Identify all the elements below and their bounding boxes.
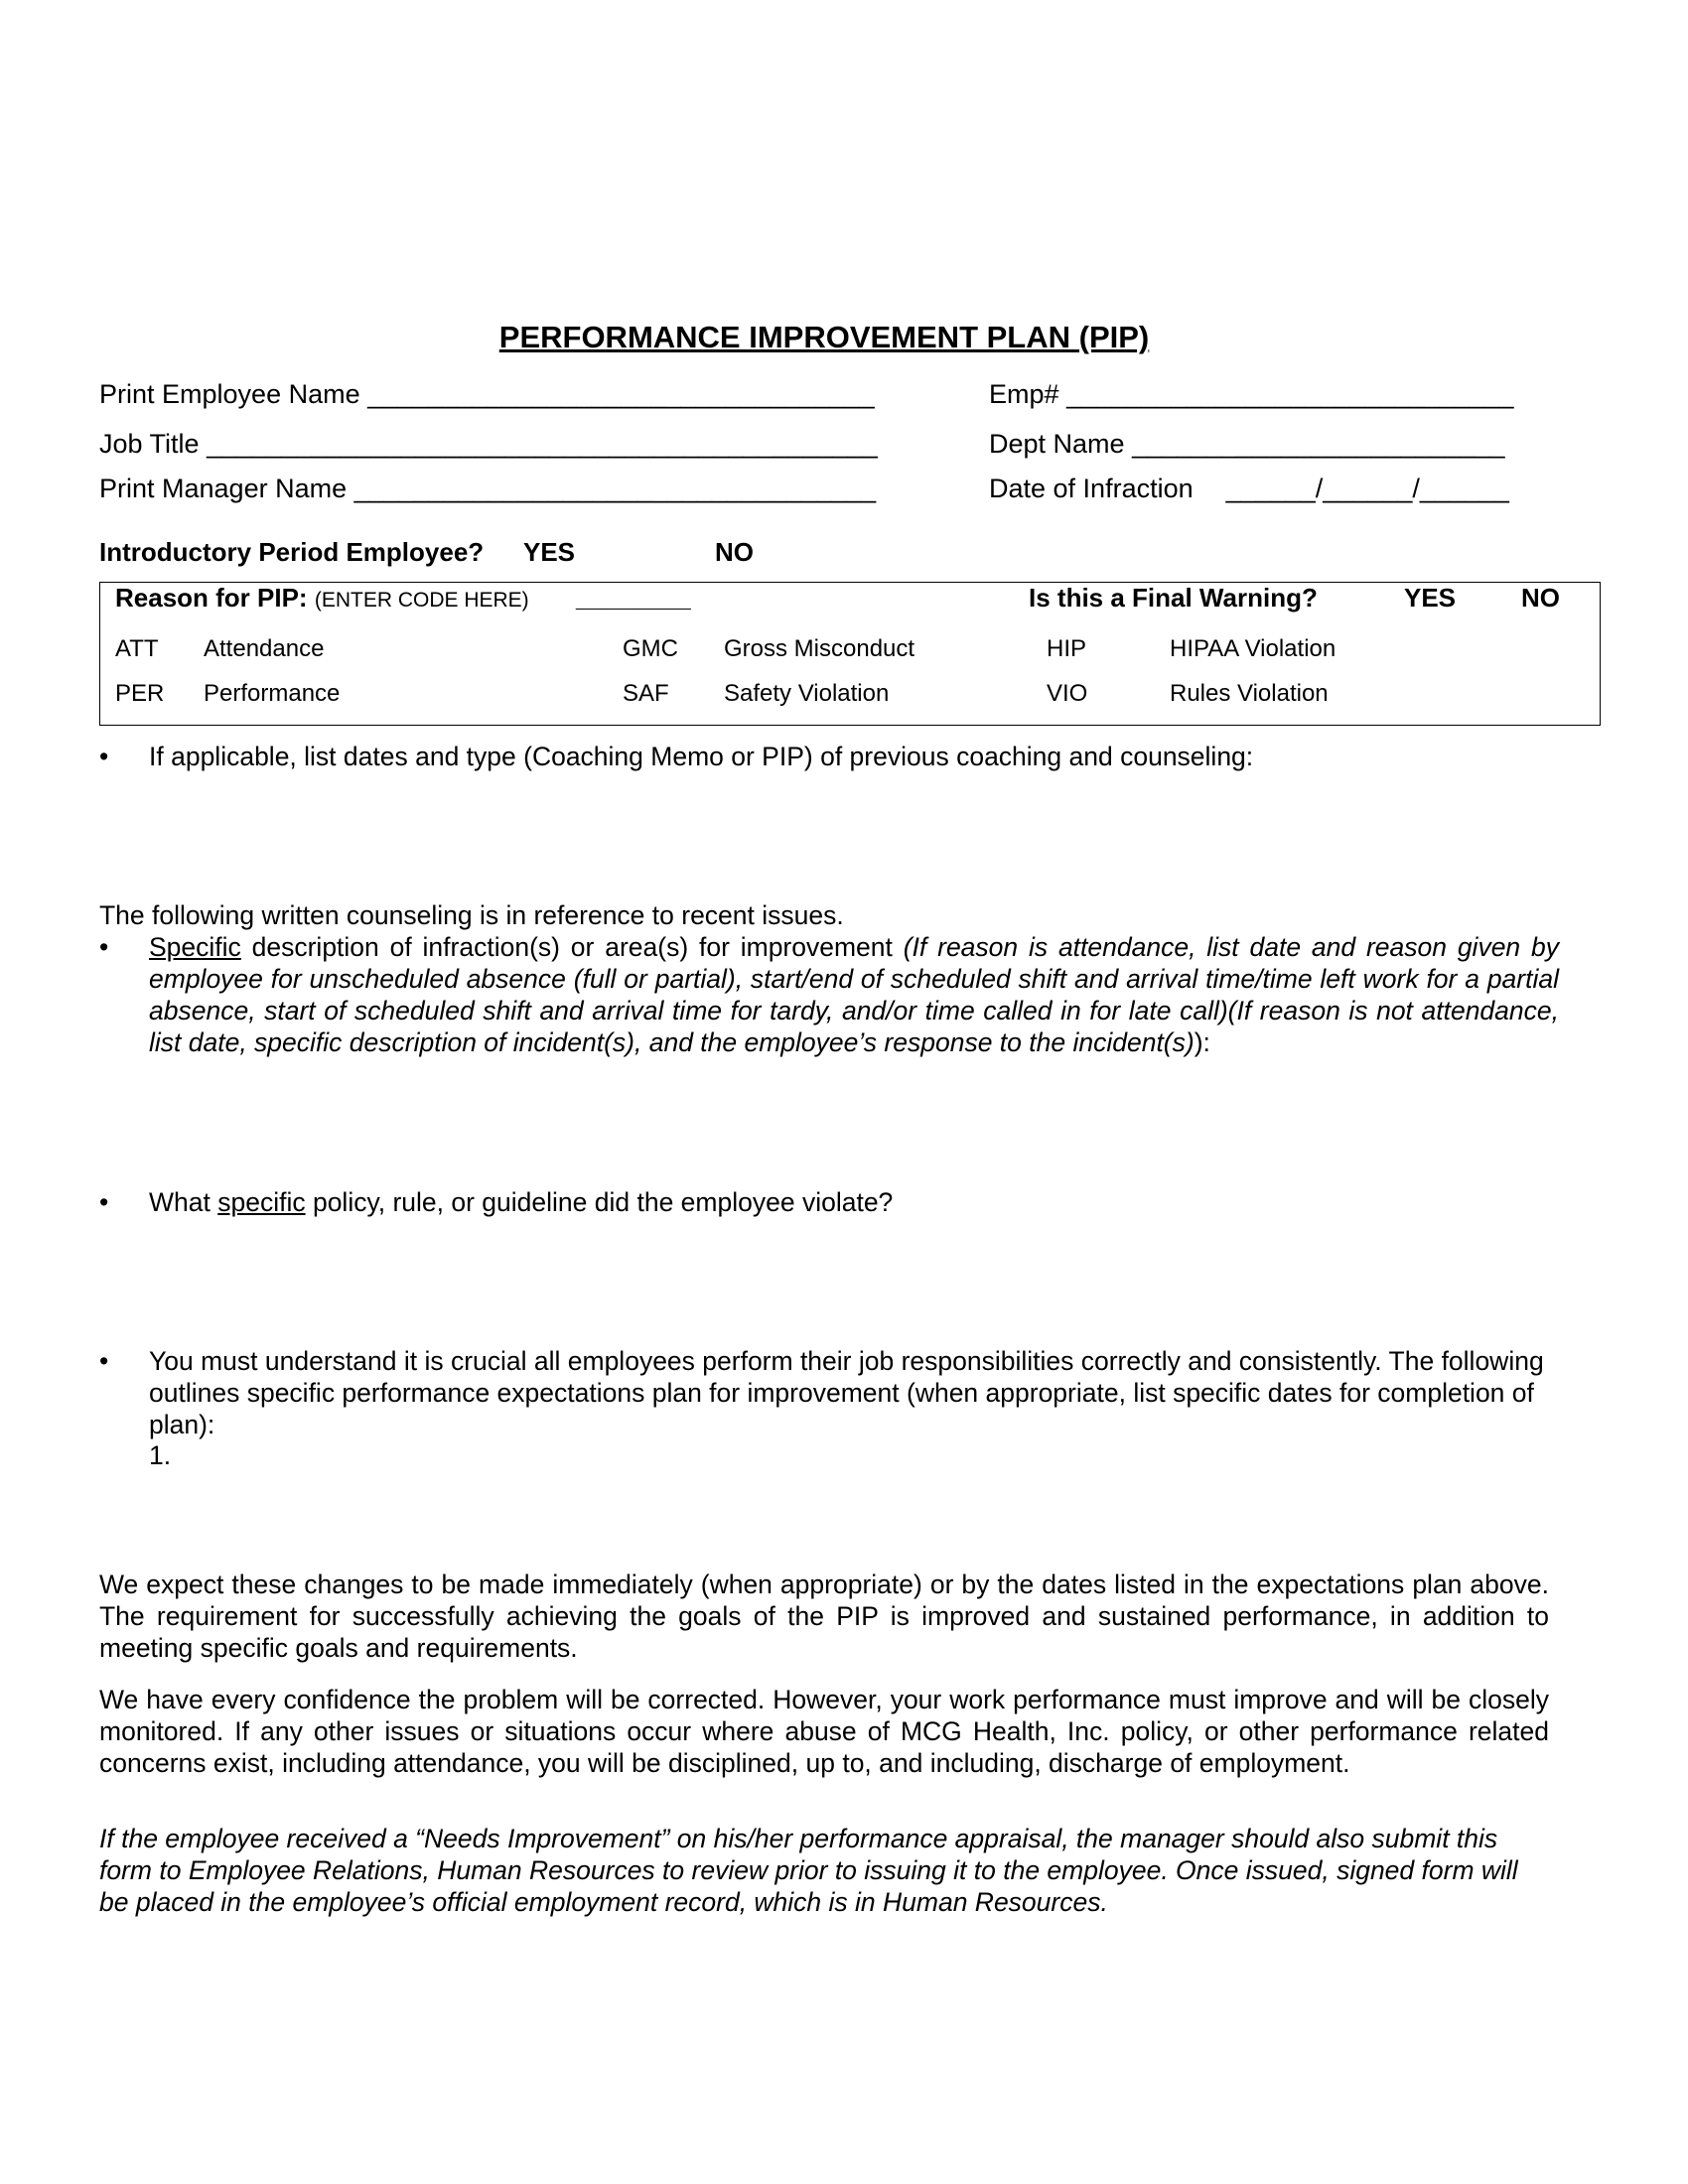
bullet: • <box>99 1346 109 1376</box>
reason-for-pip-label <box>115 583 529 614</box>
specific-desc-body: description of infraction(s) or area(s) for improvement <box>240 932 904 962</box>
dept-name-label: Dept Name <box>989 429 1125 459</box>
job-title-line[interactable]: _____________________________________________ <box>207 429 878 459</box>
code-vio: VIO <box>1047 680 1088 707</box>
manager-name-line[interactable]: ___________________________________ <box>353 474 877 503</box>
specific-desc-end: ): <box>1194 1027 1210 1057</box>
dept-name-line[interactable]: _________________________ <box>1132 429 1505 459</box>
manager-name-field[interactable] <box>99 474 876 504</box>
employee-name-line[interactable]: __________________________________ <box>367 379 875 409</box>
emp-number-label: Emp# <box>989 379 1059 409</box>
policy-before: What <box>149 1187 218 1217</box>
final-warning-yes[interactable]: YES <box>1404 583 1457 613</box>
intro-period-question: Introductory Period Employee? <box>99 537 485 567</box>
code-saf: SAF <box>623 680 669 707</box>
intro-period-yes[interactable]: YES <box>523 537 576 567</box>
job-title-field[interactable] <box>99 429 878 460</box>
intro-period-no[interactable]: NO <box>715 537 754 567</box>
code-vio-desc: Rules Violation <box>1170 680 1329 707</box>
reason-code-input[interactable]: ________ <box>576 583 691 613</box>
reason-label-text: Reason for PIP: <box>115 583 308 613</box>
date-of-infraction-line[interactable]: ______/______/______ <box>1225 474 1509 503</box>
policy-question-text <box>149 1186 1559 1218</box>
code-per-desc: Performance <box>204 680 341 707</box>
specific-desc-instructions: (If reason is attendance, list date and reason given by employee for unscheduled absence (full or partial), start/end of scheduled shift and arrival time/time left work for a partial absence, start of scheduled shift and arrival time for tardy, and/or time called in for late call)(If reason is not attendance, list date, specific description of incident(s), and the employee’s response to the incident(s) <box>149 932 1559 1057</box>
policy-after: policy, rule, or guideline did the employee violate? <box>305 1187 894 1217</box>
code-saf-desc: Safety Violation <box>724 680 890 707</box>
specific-description-text <box>149 931 1559 1058</box>
employee-name-field[interactable] <box>99 379 875 410</box>
specific-underlined: Specific <box>149 932 241 962</box>
code-att: ATT <box>115 635 159 662</box>
code-hip-desc: HIPAA Violation <box>1170 635 1336 662</box>
reason-code-hint: (ENTER CODE HERE) <box>314 589 529 612</box>
date-of-infraction-label: Date of Infraction <box>989 474 1194 503</box>
code-gmc-desc: Gross Misconduct <box>724 635 915 662</box>
emp-number-line[interactable]: ______________________________ <box>1066 379 1514 409</box>
expectations-text: You must understand it is crucial all employees perform their job responsibilities correctly and consistently. The following outlines specific performance expectations plan for improvement (when appropriate, list specific dates for completion of plan): <box>149 1346 1544 1439</box>
form-title: PERFORMANCE IMPROVEMENT PLAN (PIP) <box>498 320 1150 354</box>
final-warning-question: Is this a Final Warning? <box>1029 583 1318 613</box>
policy-underlined: specific <box>217 1187 306 1217</box>
employee-name-label: Print Employee Name <box>99 379 360 409</box>
code-gmc: GMC <box>623 635 678 662</box>
code-att-desc: Attendance <box>204 635 325 662</box>
manager-name-label: Print Manager Name <box>99 474 348 503</box>
bullet: • <box>99 742 109 771</box>
confidence-paragraph: We have every confidence the problem will be corrected. However, your work performance must improve and will be closely monitored. If any other issues or situations occur where abuse of MCG Health, Inc. policy, or other performance related concerns exist, including attendance, you will be disciplined, up to, and including, discharge of employment. <box>99 1685 1549 1778</box>
job-title-label: Job Title <box>99 429 200 459</box>
code-per: PER <box>115 680 165 707</box>
emp-number-field[interactable] <box>989 379 1514 410</box>
previous-coaching-text: If applicable, list dates and type (Coaching Memo or PIP) of previous coaching and counseling: <box>149 742 1254 771</box>
hr-note-paragraph: If the employee received a “Needs Improvement” on his/her performance appraisal, the manager should also submit this form to Employee Relations, Human Resources to review prior to issuing it to the employee. Once issued, signed form will be placed in the employee’s official employment record, which is in Human Resources. <box>99 1824 1518 1917</box>
code-hip: HIP <box>1047 635 1087 662</box>
dept-name-field[interactable] <box>989 429 1504 460</box>
expectations-item-number: 1. <box>149 1440 172 1470</box>
counseling-intro: The following written counseling is in reference to recent issues. <box>99 900 844 930</box>
date-of-infraction-field[interactable] <box>989 474 1509 504</box>
bullet: • <box>99 932 109 962</box>
final-warning-no[interactable]: NO <box>1521 583 1560 613</box>
bullet: • <box>99 1187 109 1217</box>
expectations-paragraph: We expect these changes to be made immediately (when appropriate) or by the dates listed in the expectations plan above. The requirement for successfully achieving the goals of the PIP is improved and sustained performance, in addition to meeting specific goals and requirements. <box>99 1570 1549 1663</box>
